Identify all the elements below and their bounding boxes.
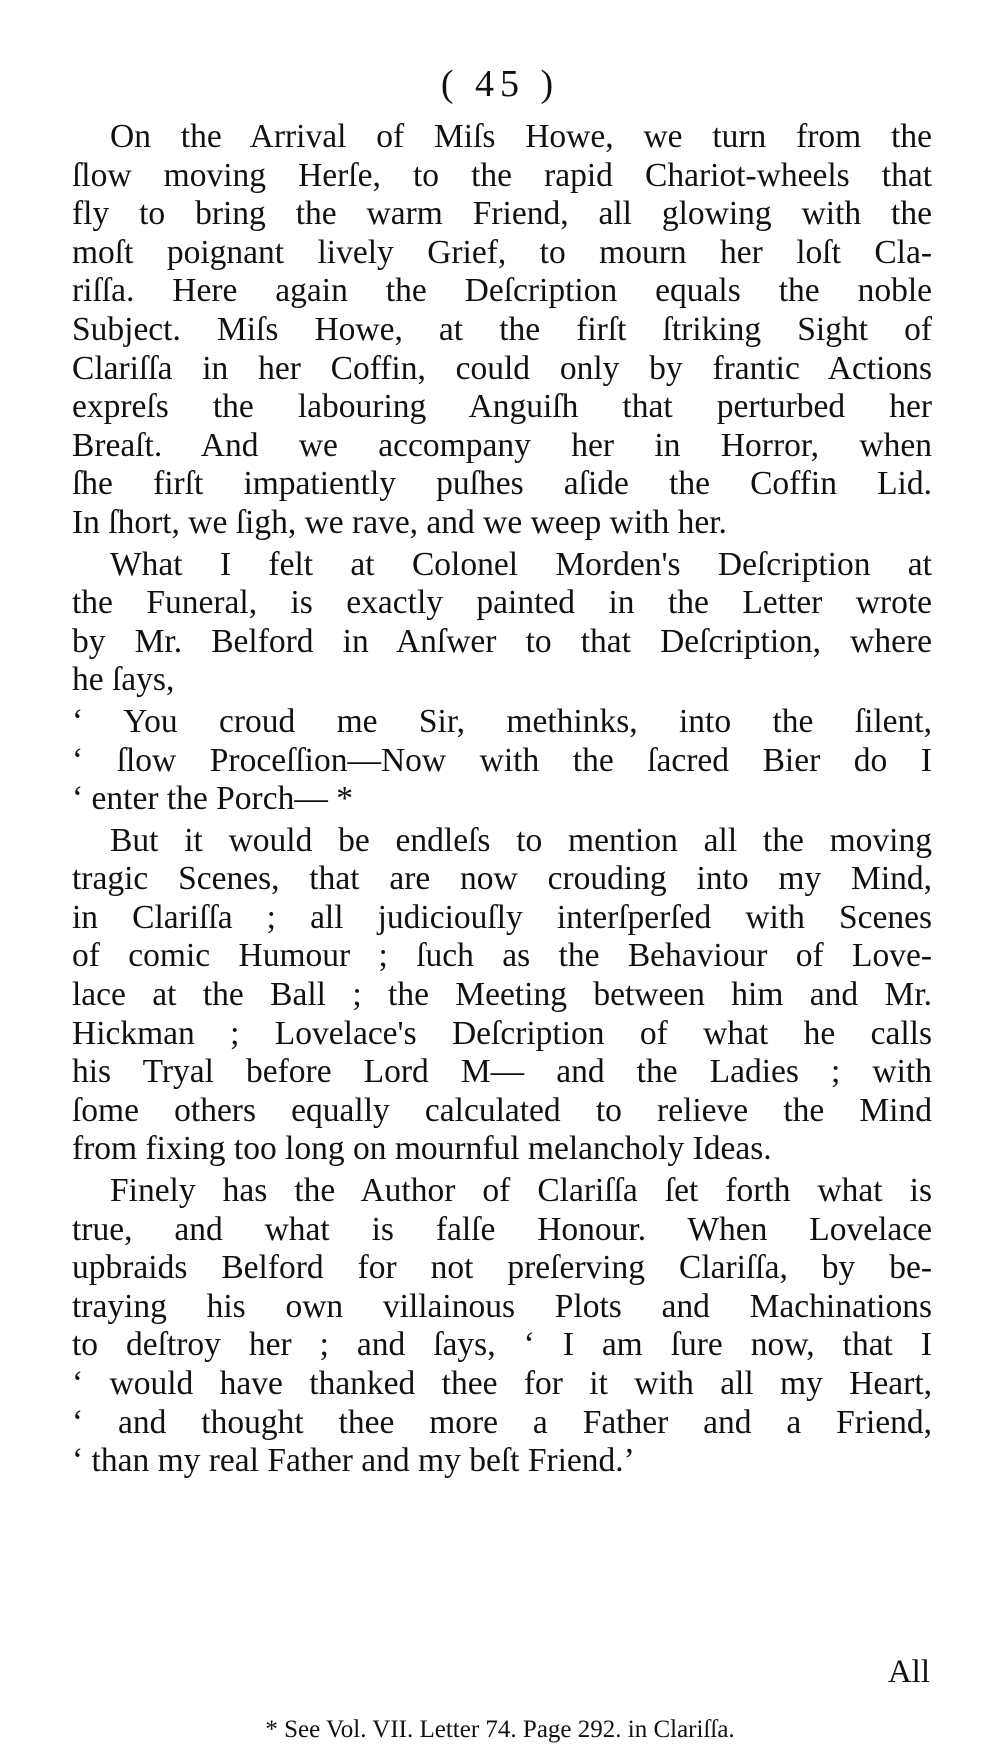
text-line: his Tryal before Lord M— and the Ladies ; with — [72, 1053, 932, 1091]
text-line: Finely has the Author of Clariſſa ſet forth what is — [110, 1172, 932, 1210]
text-line: by Mr. Belford in Anſwer to that Deſcription, where — [72, 622, 932, 660]
text-line: expreſs the labouring Anguiſh that perturbed her — [72, 388, 932, 426]
quoted-line: ‘ enter the Porch— * — [72, 780, 353, 818]
text-line: In ſhort, we ſigh, we rave, and we weep with her. — [72, 503, 727, 541]
quoted-line: ‘ than my real Father and my beſt Friend.’ — [72, 1442, 635, 1480]
text-line: What I felt at Colonel Morden's Deſcription at — [110, 545, 932, 583]
text-line: On the Arrival of Miſs Howe, we turn from the — [110, 118, 932, 155]
text-line: lace at the Ball ; the Meeting between him and Mr. — [72, 976, 932, 1014]
text-line: Subject. Miſs Howe, at the firſt ſtriking Sight of — [72, 310, 932, 348]
quoted-line: ‘ would have thanked thee for it with all my Heart, — [72, 1365, 932, 1402]
text-line: traying his own villainous Plots and Machinations — [72, 1287, 932, 1325]
text-line: Hickman ; Lovelace's Deſcription of what he calls — [72, 1014, 932, 1052]
text-line: true, and what is falſe Honour. When Lovelace — [72, 1210, 932, 1248]
text-line: moſt poignant lively Grief, to mourn her loſt Cla- — [72, 233, 932, 271]
text-line: fly to bring the warm Friend, all glowing with the — [72, 195, 932, 233]
text-line: ſome others equally calculated to relieve the Mind — [72, 1091, 932, 1129]
catchword: All — [887, 1654, 930, 1690]
quoted-line: ‘ You croud me Sir, methinks, into the ſilent, — [72, 702, 932, 740]
text-line: ſlow moving Herſe, to the rapid Chariot-wheels that — [72, 156, 932, 194]
text-line: the Funeral, is exactly painted in the Letter wrote — [72, 584, 932, 622]
footnote: * See Vol. VII. Letter 74. Page 292. in Clariſſa. — [265, 1716, 735, 1743]
text-line: riſſa. Here again the Deſcription equals the noble — [72, 272, 932, 310]
text-line: he ſays, — [72, 661, 175, 699]
text-line: Breaſt. And we accompany her in Horror, when — [72, 426, 932, 464]
quoted-line: ‘ ſlow Proceſſion—Now with the ſacred Bier do I — [72, 741, 932, 779]
text-line: from fixing too long on mournful melancholy Ideas. — [72, 1130, 772, 1168]
quoted-line: ‘ and thought thee more a Father and a Friend, — [72, 1403, 932, 1441]
text-line: of comic Humour ; ſuch as the Behaviour of Love- — [72, 937, 932, 975]
body-text — [72, 118, 932, 1481]
text-line: upbraids Belford for not preſerving Clariſſa, by be- — [72, 1249, 932, 1287]
text-line: Clariſſa in her Coffin, could only by frantic Actions — [72, 349, 932, 387]
page-number: ( 45 ) — [440, 63, 560, 105]
text-line: But it would be endleſs to mention all the moving — [110, 821, 932, 859]
text-line: in Clariſſa ; all judiciouſly interſperſed with Scenes — [72, 898, 932, 936]
text-line: tragic Scenes, that are now crouding into my Mind, — [72, 860, 932, 898]
text-line: to deſtroy her ; and ſays, ‘ I am ſure now, that I — [72, 1326, 932, 1364]
text-line: ſhe firſt impatiently puſhes aſide the Coffin Lid. — [72, 465, 932, 503]
